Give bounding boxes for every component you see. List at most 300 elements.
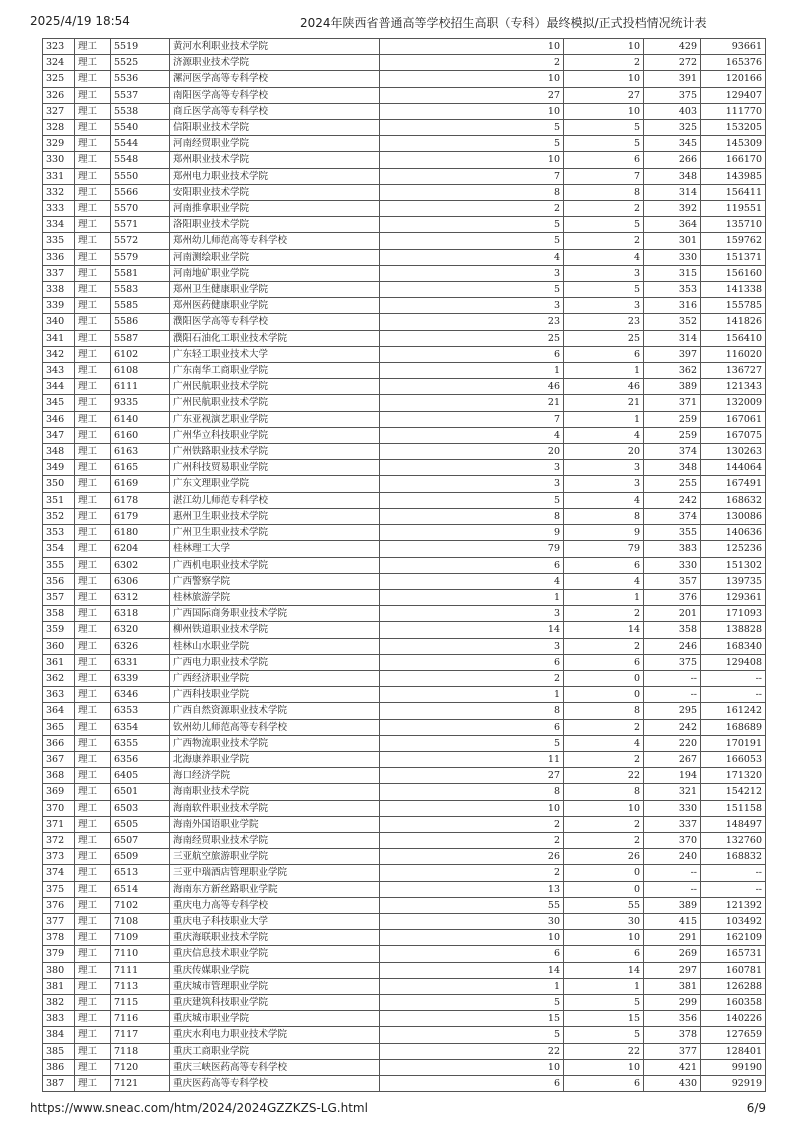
min-score-cell: 194	[644, 768, 701, 784]
category-cell: 理工	[75, 298, 111, 314]
school-code-cell: 7108	[111, 913, 170, 929]
seq-cell: 355	[43, 557, 75, 573]
table-row	[43, 703, 766, 719]
category-cell: 理工	[75, 978, 111, 994]
plan-count-cell: 1	[380, 978, 564, 994]
table-row	[43, 476, 766, 492]
table-row	[43, 1059, 766, 1075]
min-score-cell: 297	[644, 962, 701, 978]
seq-cell: 336	[43, 249, 75, 265]
min-score-cell: 240	[644, 849, 701, 865]
category-cell: 理工	[75, 832, 111, 848]
category-cell: 理工	[75, 719, 111, 735]
school-name-cell: 北海康养职业学院	[170, 751, 380, 767]
rank-cell: 156160	[701, 265, 766, 281]
seq-cell: 331	[43, 168, 75, 184]
table-row	[43, 589, 766, 605]
rank-cell: 119551	[701, 201, 766, 217]
plan-count-cell: 3	[380, 606, 564, 622]
min-score-cell: 295	[644, 703, 701, 719]
rank-cell: 166053	[701, 751, 766, 767]
table-row	[43, 525, 766, 541]
filed-count-cell: 0	[564, 865, 644, 881]
school-name-cell: 重庆城市管理职业学院	[170, 978, 380, 994]
school-name-cell: 重庆三峡医药高等专科学校	[170, 1059, 380, 1075]
plan-count-cell: 8	[380, 703, 564, 719]
min-score-cell: 330	[644, 557, 701, 573]
school-code-cell: 5586	[111, 314, 170, 330]
page-number: 6/9	[746, 1101, 766, 1115]
school-name-cell: 重庆工商职业学院	[170, 1043, 380, 1059]
min-score-cell: 201	[644, 606, 701, 622]
category-cell: 理工	[75, 201, 111, 217]
school-name-cell: 河南地矿职业学院	[170, 265, 380, 281]
min-score-cell: 259	[644, 411, 701, 427]
school-code-cell: 5536	[111, 71, 170, 87]
school-code-cell: 5519	[111, 39, 170, 55]
plan-count-cell: 5	[380, 233, 564, 249]
rank-cell: 166170	[701, 152, 766, 168]
school-code-cell: 6108	[111, 363, 170, 379]
plan-count-cell: 46	[380, 379, 564, 395]
category-cell: 理工	[75, 314, 111, 330]
plan-count-cell: 6	[380, 946, 564, 962]
category-cell: 理工	[75, 168, 111, 184]
filed-count-cell: 6	[564, 654, 644, 670]
seq-cell: 381	[43, 978, 75, 994]
rank-cell: 138828	[701, 622, 766, 638]
plan-count-cell: 3	[380, 460, 564, 476]
seq-cell: 385	[43, 1043, 75, 1059]
table-row	[43, 136, 766, 152]
school-name-cell: 南阳医学高等专科学校	[170, 87, 380, 103]
school-name-cell: 广东亚视演艺职业学院	[170, 411, 380, 427]
min-score-cell: 403	[644, 103, 701, 119]
category-cell: 理工	[75, 638, 111, 654]
school-name-cell: 重庆城市职业学院	[170, 1011, 380, 1027]
min-score-cell: 353	[644, 282, 701, 298]
print-datetime: 2025/4/19 18:54	[30, 14, 130, 28]
plan-count-cell: 3	[380, 638, 564, 654]
rank-cell: 160358	[701, 994, 766, 1010]
rank-cell: 159762	[701, 233, 766, 249]
plan-count-cell: 26	[380, 849, 564, 865]
category-cell: 理工	[75, 476, 111, 492]
seq-cell: 356	[43, 573, 75, 589]
rank-cell: 125236	[701, 541, 766, 557]
school-code-cell: 6102	[111, 346, 170, 362]
table-row	[43, 832, 766, 848]
rank-cell: 129408	[701, 654, 766, 670]
table-row	[43, 249, 766, 265]
school-name-cell: 广州铁路职业技术学院	[170, 444, 380, 460]
category-cell: 理工	[75, 1027, 111, 1043]
seq-cell: 349	[43, 460, 75, 476]
filed-count-cell: 6	[564, 946, 644, 962]
seq-cell: 371	[43, 816, 75, 832]
school-code-cell: 7121	[111, 1076, 170, 1092]
rank-cell: 132009	[701, 395, 766, 411]
plan-count-cell: 10	[380, 152, 564, 168]
table-row	[43, 573, 766, 589]
rank-cell: 126288	[701, 978, 766, 994]
school-code-cell: 6356	[111, 751, 170, 767]
category-cell: 理工	[75, 557, 111, 573]
rank-cell: 129361	[701, 589, 766, 605]
min-score-cell: 364	[644, 217, 701, 233]
school-code-cell: 6501	[111, 784, 170, 800]
min-score-cell: 316	[644, 298, 701, 314]
plan-count-cell: 6	[380, 557, 564, 573]
table-row	[43, 201, 766, 217]
plan-count-cell: 13	[380, 881, 564, 897]
rank-cell: 120166	[701, 71, 766, 87]
school-code-cell: 6353	[111, 703, 170, 719]
min-score-cell: 430	[644, 1076, 701, 1092]
rank-cell: 141338	[701, 282, 766, 298]
school-code-cell: 5587	[111, 330, 170, 346]
filed-count-cell: 14	[564, 962, 644, 978]
table-row	[43, 654, 766, 670]
table-row	[43, 930, 766, 946]
school-code-cell: 6179	[111, 508, 170, 524]
filed-count-cell: 3	[564, 460, 644, 476]
school-code-cell: 7102	[111, 897, 170, 913]
rank-cell: 127659	[701, 1027, 766, 1043]
min-score-cell: 352	[644, 314, 701, 330]
seq-cell: 344	[43, 379, 75, 395]
plan-count-cell: 27	[380, 768, 564, 784]
seq-cell: 367	[43, 751, 75, 767]
school-name-cell: 重庆海联职业技术学院	[170, 930, 380, 946]
school-name-cell: 重庆传媒职业学院	[170, 962, 380, 978]
school-code-cell: 7111	[111, 962, 170, 978]
school-code-cell: 7116	[111, 1011, 170, 1027]
school-code-cell: 6302	[111, 557, 170, 573]
school-code-cell: 5538	[111, 103, 170, 119]
school-code-cell: 6354	[111, 719, 170, 735]
category-cell: 理工	[75, 282, 111, 298]
school-code-cell: 6180	[111, 525, 170, 541]
rank-cell: 170191	[701, 735, 766, 751]
filed-count-cell: 2	[564, 55, 644, 71]
filed-count-cell: 5	[564, 120, 644, 136]
rank-cell: 140636	[701, 525, 766, 541]
min-score-cell: 356	[644, 1011, 701, 1027]
plan-count-cell: 6	[380, 1076, 564, 1092]
seq-cell: 361	[43, 654, 75, 670]
school-code-cell: 7110	[111, 946, 170, 962]
plan-count-cell: 15	[380, 1011, 564, 1027]
table-row	[43, 39, 766, 55]
plan-count-cell: 2	[380, 816, 564, 832]
seq-cell: 372	[43, 832, 75, 848]
min-score-cell: 330	[644, 249, 701, 265]
plan-count-cell: 3	[380, 476, 564, 492]
min-score-cell: 220	[644, 735, 701, 751]
seq-cell: 339	[43, 298, 75, 314]
category-cell: 理工	[75, 541, 111, 557]
min-score-cell: 375	[644, 654, 701, 670]
school-name-cell: 重庆电子科技职业大学	[170, 913, 380, 929]
seq-cell: 379	[43, 946, 75, 962]
seq-cell: 365	[43, 719, 75, 735]
rank-cell: 121343	[701, 379, 766, 395]
plan-count-cell: 10	[380, 71, 564, 87]
school-code-cell: 6165	[111, 460, 170, 476]
min-score-cell: 376	[644, 589, 701, 605]
category-cell: 理工	[75, 39, 111, 55]
school-code-cell: 6507	[111, 832, 170, 848]
table-row	[43, 330, 766, 346]
min-score-cell: 272	[644, 55, 701, 71]
min-score-cell: 371	[644, 395, 701, 411]
school-name-cell: 重庆水利电力职业技术学院	[170, 1027, 380, 1043]
rank-cell: 160781	[701, 962, 766, 978]
table-row	[43, 233, 766, 249]
category-cell: 理工	[75, 71, 111, 87]
plan-count-cell: 1	[380, 589, 564, 605]
min-score-cell: --	[644, 881, 701, 897]
school-code-cell: 5581	[111, 265, 170, 281]
seq-cell: 366	[43, 735, 75, 751]
min-score-cell: 389	[644, 379, 701, 395]
rank-cell: 92919	[701, 1076, 766, 1092]
school-name-cell: 桂林理工大学	[170, 541, 380, 557]
school-name-cell: 广州华立科技职业学院	[170, 427, 380, 443]
seq-cell: 384	[43, 1027, 75, 1043]
school-name-cell: 湛江幼儿师范专科学校	[170, 492, 380, 508]
filed-count-cell: 8	[564, 703, 644, 719]
rank-cell: 140226	[701, 1011, 766, 1027]
category-cell: 理工	[75, 330, 111, 346]
min-score-cell: 397	[644, 346, 701, 362]
plan-count-cell: 10	[380, 1059, 564, 1075]
table-row	[43, 87, 766, 103]
school-name-cell: 广州卫生职业技术学院	[170, 525, 380, 541]
plan-count-cell: 8	[380, 784, 564, 800]
plan-count-cell: 9	[380, 525, 564, 541]
plan-count-cell: 11	[380, 751, 564, 767]
school-code-cell: 6514	[111, 881, 170, 897]
min-score-cell: 242	[644, 719, 701, 735]
table-row	[43, 508, 766, 524]
school-name-cell: 郑州卫生健康职业学院	[170, 282, 380, 298]
rank-cell: --	[701, 865, 766, 881]
school-code-cell: 6331	[111, 654, 170, 670]
min-score-cell: 374	[644, 508, 701, 524]
min-score-cell: 267	[644, 751, 701, 767]
category-cell: 理工	[75, 589, 111, 605]
min-score-cell: 314	[644, 184, 701, 200]
filed-count-cell: 7	[564, 168, 644, 184]
min-score-cell: 429	[644, 39, 701, 55]
table-row	[43, 557, 766, 573]
school-name-cell: 广州科技贸易职业学院	[170, 460, 380, 476]
school-code-cell: 6169	[111, 476, 170, 492]
seq-cell: 364	[43, 703, 75, 719]
min-score-cell: 348	[644, 168, 701, 184]
school-name-cell: 钦州幼儿师范高等专科学校	[170, 719, 380, 735]
seq-cell: 368	[43, 768, 75, 784]
seq-cell: 330	[43, 152, 75, 168]
seq-cell: 380	[43, 962, 75, 978]
rank-cell: 132760	[701, 832, 766, 848]
filed-count-cell: 2	[564, 201, 644, 217]
plan-count-cell: 8	[380, 508, 564, 524]
plan-count-cell: 6	[380, 654, 564, 670]
filed-count-cell: 5	[564, 136, 644, 152]
school-name-cell: 河南测绘职业学院	[170, 249, 380, 265]
seq-cell: 376	[43, 897, 75, 913]
seq-cell: 378	[43, 930, 75, 946]
school-name-cell: 河南经贸职业学院	[170, 136, 380, 152]
plan-count-cell: 14	[380, 622, 564, 638]
plan-count-cell: 10	[380, 103, 564, 119]
category-cell: 理工	[75, 816, 111, 832]
plan-count-cell: 21	[380, 395, 564, 411]
seq-cell: 382	[43, 994, 75, 1010]
category-cell: 理工	[75, 217, 111, 233]
table-row	[43, 865, 766, 881]
seq-cell: 340	[43, 314, 75, 330]
filed-count-cell: 0	[564, 687, 644, 703]
table-row	[43, 881, 766, 897]
seq-cell: 328	[43, 120, 75, 136]
plan-count-cell: 7	[380, 168, 564, 184]
rank-cell: 156411	[701, 184, 766, 200]
table-row	[43, 1011, 766, 1027]
school-name-cell: 濮阳医学高等专科学校	[170, 314, 380, 330]
rank-cell: 135710	[701, 217, 766, 233]
seq-cell: 383	[43, 1011, 75, 1027]
category-cell: 理工	[75, 346, 111, 362]
school-name-cell: 柳州铁道职业技术学院	[170, 622, 380, 638]
seq-cell: 359	[43, 622, 75, 638]
table-body	[43, 39, 766, 1092]
category-cell: 理工	[75, 1076, 111, 1092]
rank-cell: 99190	[701, 1059, 766, 1075]
min-score-cell: 374	[644, 444, 701, 460]
filed-count-cell: 3	[564, 476, 644, 492]
seq-cell: 326	[43, 87, 75, 103]
school-code-cell: 7109	[111, 930, 170, 946]
school-name-cell: 广西电力职业技术学院	[170, 654, 380, 670]
school-name-cell: 惠州卫生职业技术学院	[170, 508, 380, 524]
table-row	[43, 492, 766, 508]
seq-cell: 334	[43, 217, 75, 233]
category-cell: 理工	[75, 265, 111, 281]
min-score-cell: 389	[644, 897, 701, 913]
category-cell: 理工	[75, 427, 111, 443]
plan-count-cell: 3	[380, 265, 564, 281]
school-code-cell: 6405	[111, 768, 170, 784]
school-name-cell: 河南推拿职业学院	[170, 201, 380, 217]
filed-count-cell: 1	[564, 978, 644, 994]
rank-cell: 116020	[701, 346, 766, 362]
filed-count-cell: 2	[564, 719, 644, 735]
school-code-cell: 6503	[111, 800, 170, 816]
category-cell: 理工	[75, 913, 111, 929]
min-score-cell: 266	[644, 152, 701, 168]
category-cell: 理工	[75, 897, 111, 913]
min-score-cell: 291	[644, 930, 701, 946]
min-score-cell: 362	[644, 363, 701, 379]
plan-count-cell: 5	[380, 136, 564, 152]
plan-count-cell: 23	[380, 314, 564, 330]
min-score-cell: 381	[644, 978, 701, 994]
seq-cell: 324	[43, 55, 75, 71]
filed-count-cell: 5	[564, 994, 644, 1010]
table-row	[43, 1027, 766, 1043]
plan-count-cell: 4	[380, 249, 564, 265]
filed-count-cell: 2	[564, 751, 644, 767]
school-name-cell: 海南经贸职业技术学院	[170, 832, 380, 848]
min-score-cell: 358	[644, 622, 701, 638]
category-cell: 理工	[75, 152, 111, 168]
seq-cell: 377	[43, 913, 75, 929]
school-code-cell: 6160	[111, 427, 170, 443]
table-row	[43, 395, 766, 411]
school-code-cell: 5585	[111, 298, 170, 314]
table-row	[43, 1043, 766, 1059]
table-row	[43, 379, 766, 395]
school-name-cell: 安阳职业技术学院	[170, 184, 380, 200]
table-row	[43, 606, 766, 622]
school-name-cell: 广西警察学院	[170, 573, 380, 589]
school-name-cell: 洛阳职业技术学院	[170, 217, 380, 233]
table-row	[43, 622, 766, 638]
rank-cell: 121392	[701, 897, 766, 913]
seq-cell: 347	[43, 427, 75, 443]
plan-count-cell: 5	[380, 735, 564, 751]
filed-count-cell: 27	[564, 87, 644, 103]
school-name-cell: 广东文理职业学院	[170, 476, 380, 492]
school-code-cell: 6505	[111, 816, 170, 832]
school-code-cell: 5540	[111, 120, 170, 136]
school-name-cell: 桂林旅游学院	[170, 589, 380, 605]
filed-count-cell: 30	[564, 913, 644, 929]
min-score-cell: 355	[644, 525, 701, 541]
table-row	[43, 55, 766, 71]
school-code-cell: 5572	[111, 233, 170, 249]
rank-cell: 171093	[701, 606, 766, 622]
category-cell: 理工	[75, 508, 111, 524]
rank-cell: 153205	[701, 120, 766, 136]
rank-cell: 167075	[701, 427, 766, 443]
category-cell: 理工	[75, 184, 111, 200]
seq-cell: 374	[43, 865, 75, 881]
rank-cell: --	[701, 881, 766, 897]
school-code-cell: 6509	[111, 849, 170, 865]
rank-cell: 167491	[701, 476, 766, 492]
min-score-cell: 378	[644, 1027, 701, 1043]
school-name-cell: 济源职业技术学院	[170, 55, 380, 71]
seq-cell: 323	[43, 39, 75, 55]
plan-count-cell: 5	[380, 492, 564, 508]
plan-count-cell: 4	[380, 573, 564, 589]
category-cell: 理工	[75, 865, 111, 881]
table-row	[43, 411, 766, 427]
table-row	[43, 768, 766, 784]
seq-cell: 386	[43, 1059, 75, 1075]
category-cell: 理工	[75, 606, 111, 622]
school-code-cell: 5544	[111, 136, 170, 152]
school-code-cell: 6163	[111, 444, 170, 460]
category-cell: 理工	[75, 849, 111, 865]
rank-cell: 151371	[701, 249, 766, 265]
filed-count-cell: 8	[564, 784, 644, 800]
